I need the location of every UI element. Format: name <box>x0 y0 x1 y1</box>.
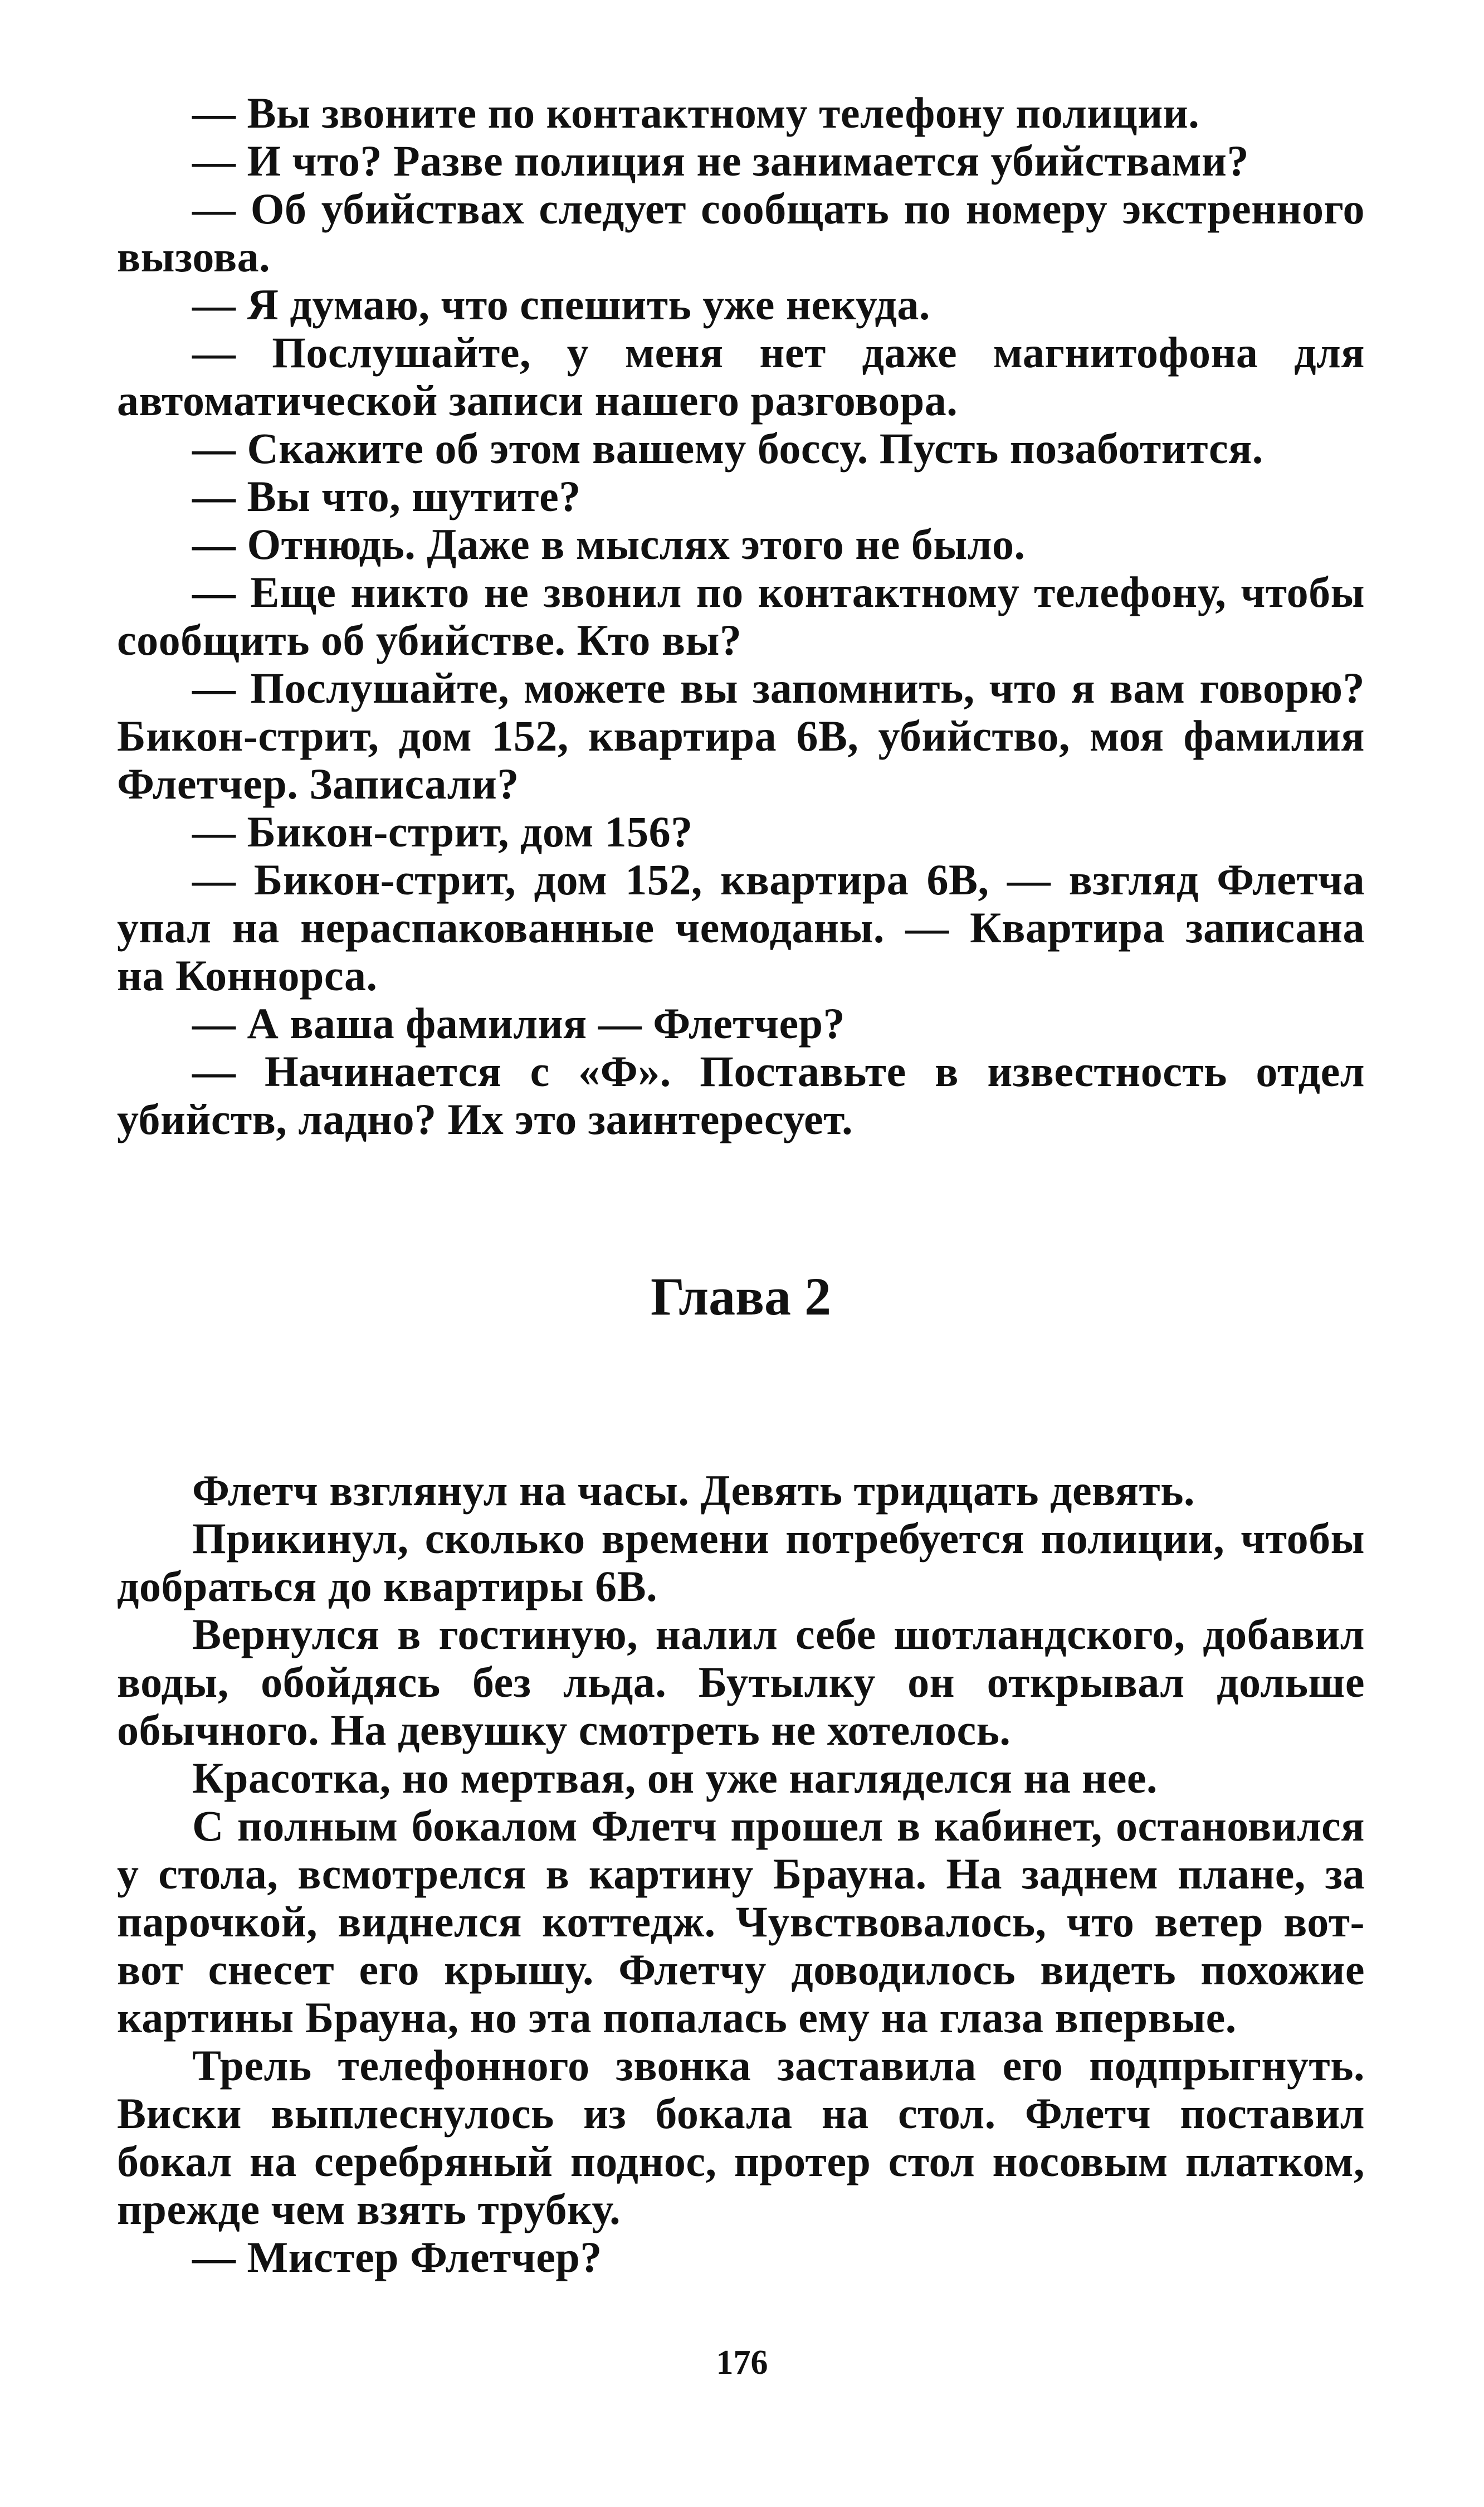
paragraph: Флетч взглянул на часы. Девять тридцать девять. <box>192 1466 1195 1515</box>
paragraph: — Вы что, шутите? <box>192 472 581 520</box>
paragraph: — И что? Разве полиция не занимается убийствами? <box>192 137 1249 185</box>
chapter-title: Глава 2 <box>651 1267 831 1326</box>
paragraph: Трель телефонного звонка заставила его подпрыгнуть. Виски выплеснулось из бокала на стол. Флетч поставил бокал на серебряный поднос, протер стол носовым платком, прежде чем взять трубку. <box>117 2041 1365 2233</box>
paragraph: — Послушайте, у меня нет даже магнитофона для автоматической записи нашего разговора. <box>117 328 1365 425</box>
book-page <box>117 89 1365 2281</box>
paragraph: — Бикон-стрит, дом 152, квартира 6В, — взгляд Флетча упал на нераспакованные чемоданы. — Квартира записана на Коннорса. <box>117 855 1365 1000</box>
paragraph: — Вы звоните по контактному телефону полиции. <box>192 89 1200 137</box>
paragraph: — Послушайте, можете вы запомнить, что я вам говорю? Бикон-стрит, дом 152, квартира 6В, убийство, моя фамилия Флетчер. Записали? <box>117 664 1365 808</box>
paragraph: С полным бокалом Флетч прошел в кабинет, остановился у стола, всмотрелся в картину Брауна. На заднем плане, за парочкой, виднелся коттедж. Чувствовалось, что ветер вот-вот снесет его крышу. Флетчу доводилось видеть похожие картины Брауна, но эта попалась ему на глаза впервые. <box>117 1802 1365 2042</box>
paragraph: — Я думаю, что спешить уже некуда. <box>192 280 930 329</box>
paragraph: — Начинается с «Ф». Поставьте в известность отдел убийств, ладно? Их это заинтересует. <box>117 1047 1365 1143</box>
paragraph: — Мистер Флетчер? <box>192 2233 602 2281</box>
page-number: 176 <box>716 2344 768 2382</box>
paragraph: — Скажите об этом вашему боссу. Пусть позаботится. <box>192 424 1263 473</box>
paragraph: — Бикон-стрит, дом 156? <box>192 807 693 856</box>
paragraph: — Об убийствах следует сообщать по номеру экстренного вызова. <box>117 184 1365 281</box>
paragraph: — Еще никто не звонил по контактному телефону, чтобы сообщить об убийстве. Кто вы? <box>117 568 1365 664</box>
dialogue-section <box>117 89 1365 1143</box>
paragraph: — Отнюдь. Даже в мыслях этого не было. <box>192 520 1026 568</box>
chapter-body <box>117 1467 1365 2281</box>
paragraph: — А ваша фамилия — Флетчер? <box>192 999 846 1048</box>
paragraph: Прикинул, сколько времени потребуется полиции, чтобы добраться до квартиры 6В. <box>117 1514 1365 1610</box>
paragraph: Красотка, но мертвая, он уже нагляделся на нее. <box>192 1754 1158 1802</box>
paragraph: Вернулся в гостиную, налил себе шотландского, добавил воды, обойдясь без льда. Бутылку он открывал дольше обычного. На девушку смотреть не хотелось. <box>117 1610 1365 1754</box>
